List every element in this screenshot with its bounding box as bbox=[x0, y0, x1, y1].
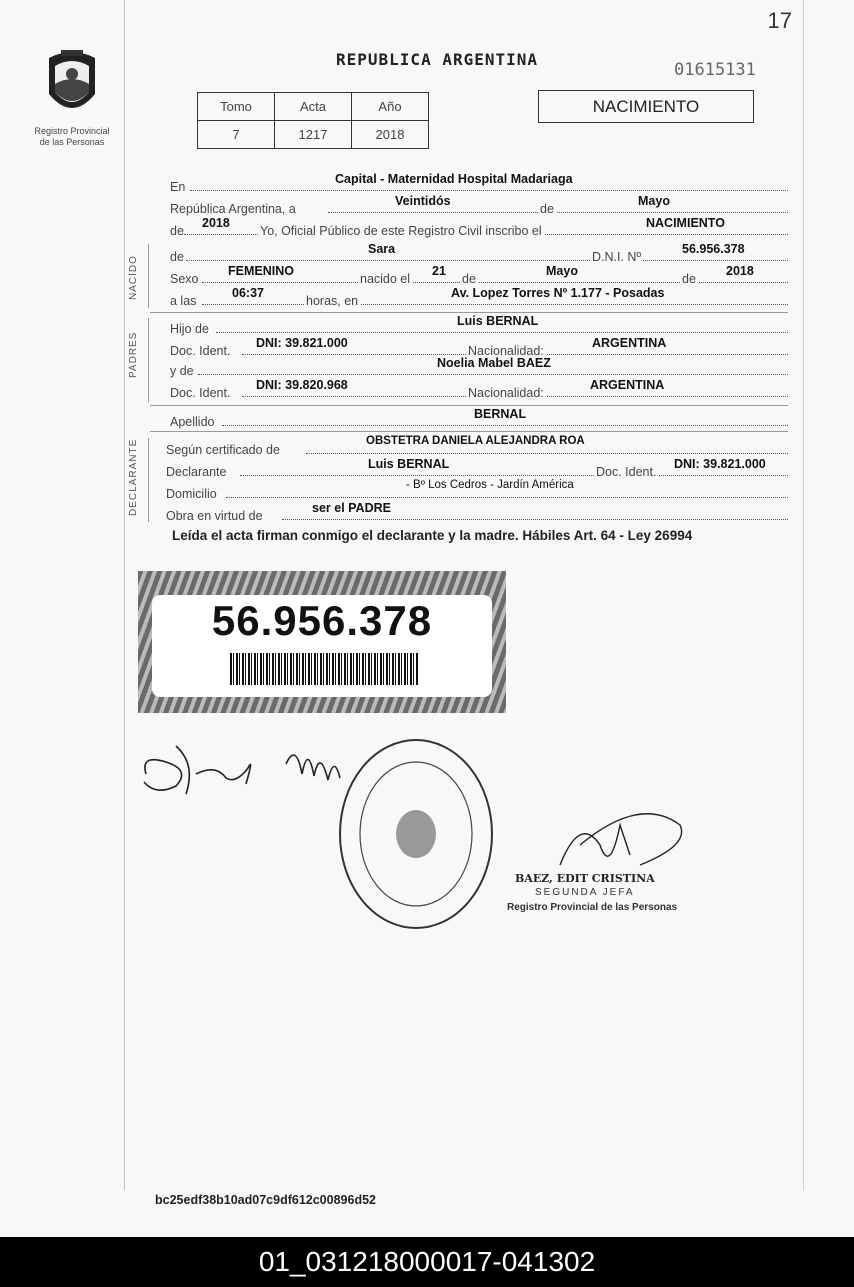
month-value: Mayo bbox=[638, 194, 670, 208]
place-value: Capital - Maternidad Hospital Madariaga bbox=[335, 172, 573, 186]
row-padre-doc: Doc. Ident. DNI: 39.821.000 Nacionalidad: ARGENTINA bbox=[170, 338, 788, 358]
tomo-value: 7 bbox=[198, 121, 275, 149]
footer-code: 01_031218000017-041302 bbox=[0, 1237, 854, 1287]
anio-header: Año bbox=[352, 93, 429, 121]
acta-value: 1217 bbox=[275, 121, 352, 149]
row-padre: Hijo de Luis BERNAL bbox=[170, 316, 788, 336]
birth-place: Av. Lopez Torres Nº 1.177 - Posadas bbox=[451, 286, 665, 300]
tomo-header: Tomo bbox=[198, 93, 275, 121]
registry-table bbox=[197, 92, 429, 149]
row-certificado: Según certificado de OBSTETRA DANIELA ALEJANDRA ROA bbox=[166, 437, 788, 457]
year-value: 2018 bbox=[202, 216, 230, 230]
barcode-icon bbox=[230, 653, 418, 685]
row-domicilio: Domicilio - Bº Los Cedros - Jardín América bbox=[166, 481, 788, 501]
row-declarante: Declarante Luis BERNAL Doc. Ident. DNI: 39.821.000 bbox=[166, 459, 788, 479]
dni-sticker bbox=[138, 571, 506, 713]
official-registry: Registro Provincial de las Personas bbox=[507, 902, 678, 913]
row-fecha: República Argentina, a Veintidós de Mayo bbox=[170, 196, 788, 216]
father-dni: DNI: 39.821.000 bbox=[256, 336, 348, 350]
row-madre-doc: Doc. Ident. DNI: 39.820.968 Nacionalidad: ARGENTINA bbox=[170, 380, 788, 400]
registry-logo bbox=[30, 44, 114, 148]
row-oficial: de 2018 Yo, Oficial Público de este Registro Civil inscribo el NACIMIENTO bbox=[170, 218, 788, 238]
left-margin-line bbox=[124, 0, 125, 1190]
dni-sticker-number: 56.956.378 bbox=[211, 597, 433, 644]
row-virtud: Obra en virtud de ser el PADRE bbox=[166, 503, 788, 523]
page-number: 17 bbox=[767, 8, 792, 33]
misiones-seal-icon bbox=[41, 44, 103, 122]
row-hora: a las 06:37 horas, en Av. Lopez Torres Nº 1.177 - Posadas bbox=[170, 288, 788, 308]
row-madre: y de Noelia Mabel BAEZ bbox=[170, 358, 788, 378]
declarant-dni: DNI: 39.821.000 bbox=[674, 457, 766, 471]
birth-month: Mayo bbox=[546, 264, 578, 278]
surname-value: BERNAL bbox=[474, 407, 527, 421]
birth-day: 21 bbox=[432, 264, 446, 278]
virtue-value: ser el PADRE bbox=[312, 501, 391, 515]
official-name: BAEZ, EDIT CRISTINA bbox=[515, 872, 655, 885]
document-type-box: NACIMIENTO bbox=[538, 90, 754, 123]
signature-declarant-icon bbox=[136, 734, 356, 804]
document-title: REPUBLICA ARGENTINA bbox=[336, 50, 539, 69]
closing-statement: Leída el acta firman conmigo el declarante y la madre. Hábiles Art. 64 - Ley 26994 bbox=[172, 528, 693, 543]
anio-value: 2018 bbox=[352, 121, 429, 149]
official-stamp-icon bbox=[336, 736, 496, 932]
mother-dni: DNI: 39.820.968 bbox=[256, 378, 348, 392]
row-sexo: Sexo FEMENINO nacido el 21 de Mayo de 2018 bbox=[170, 266, 788, 286]
certificate-page: 17 Registro Provincial de las Personas REPUBLICA ARGENTINA 01615131 Tomo Acta Año 7 1217 2018 NACIMIENTO En Capital - Maternidad Hospital Madariaga República Argentina, a Veintidós de Mayo de 2018 Yo, Oficial Público de este Registro Civil inscribo el NACIMIENTO NACIDO de Sara D.N.I. Nº 56.956.378 Sexo FEMENINO nacido el 21 de Mayo de 2018 a las 06:37 horas, en Av. Lopez Torres Nº 1.177 - Posadas PADRES Hijo de Luis BERNAL Doc. Ident. DNI: 39.821.000 Nacionalidad: ARGENTINA y de Noelia Mabel BAEZ Doc. Ident. DNI: 39.820.968 Nacionalidad: ARGENTINA Apellido BERNAL DECLARANTE Según certificado de OBSTETRA DANIELA ALEJANDRA ROA Declarante Luis BERNAL Doc. Ident. DNI: 39.821.000 Domicilio - Bº Los Cedros - Jardín América Obra en virtud de ser el PADRE Leída el acta firman conmigo el declarante y la madre. Hábiles Art. 64 - Ley 26994 56.956.378 BAEZ, EDIT CRISTINA SEGUNDA JEFA Registro Provincial de las Personas bc25edf38b10ad07c9df612c00896d52 bbox=[0, 0, 854, 1237]
father-nationality: ARGENTINA bbox=[592, 336, 667, 350]
birth-year: 2018 bbox=[726, 264, 754, 278]
mother-name: Noelia Mabel BAEZ bbox=[437, 356, 551, 370]
logo-caption: Registro Provincial de las Personas bbox=[34, 126, 110, 147]
address-value: - Bº Los Cedros - Jardín América bbox=[406, 479, 574, 491]
declarant-name: Luis BERNAL bbox=[368, 457, 450, 471]
child-name: Sara bbox=[368, 242, 396, 256]
acta-header: Acta bbox=[275, 93, 352, 121]
birth-time: 06:37 bbox=[232, 286, 264, 300]
row-nombre: de Sara D.N.I. Nº 56.956.378 bbox=[170, 244, 788, 264]
mother-nationality: ARGENTINA bbox=[590, 378, 665, 392]
row-apellido: Apellido BERNAL bbox=[170, 409, 788, 429]
father-name: Luis BERNAL bbox=[457, 314, 539, 328]
day-value: Veintidós bbox=[395, 194, 451, 208]
certificate-value: OBSTETRA DANIELA ALEJANDRA ROA bbox=[366, 435, 585, 447]
sex-value: FEMENINO bbox=[228, 264, 294, 278]
official-title: SEGUNDA JEFA bbox=[535, 887, 635, 898]
right-margin-line bbox=[803, 0, 804, 1190]
row-lugar: En Capital - Maternidad Hospital Madariaga bbox=[170, 174, 788, 194]
type-value: NACIMIENTO bbox=[646, 216, 725, 230]
document-hash: bc25edf38b10ad07c9df612c00896d52 bbox=[155, 1193, 376, 1207]
child-dni: 56.956.378 bbox=[682, 242, 745, 256]
serial-number: 01615131 bbox=[674, 60, 756, 80]
